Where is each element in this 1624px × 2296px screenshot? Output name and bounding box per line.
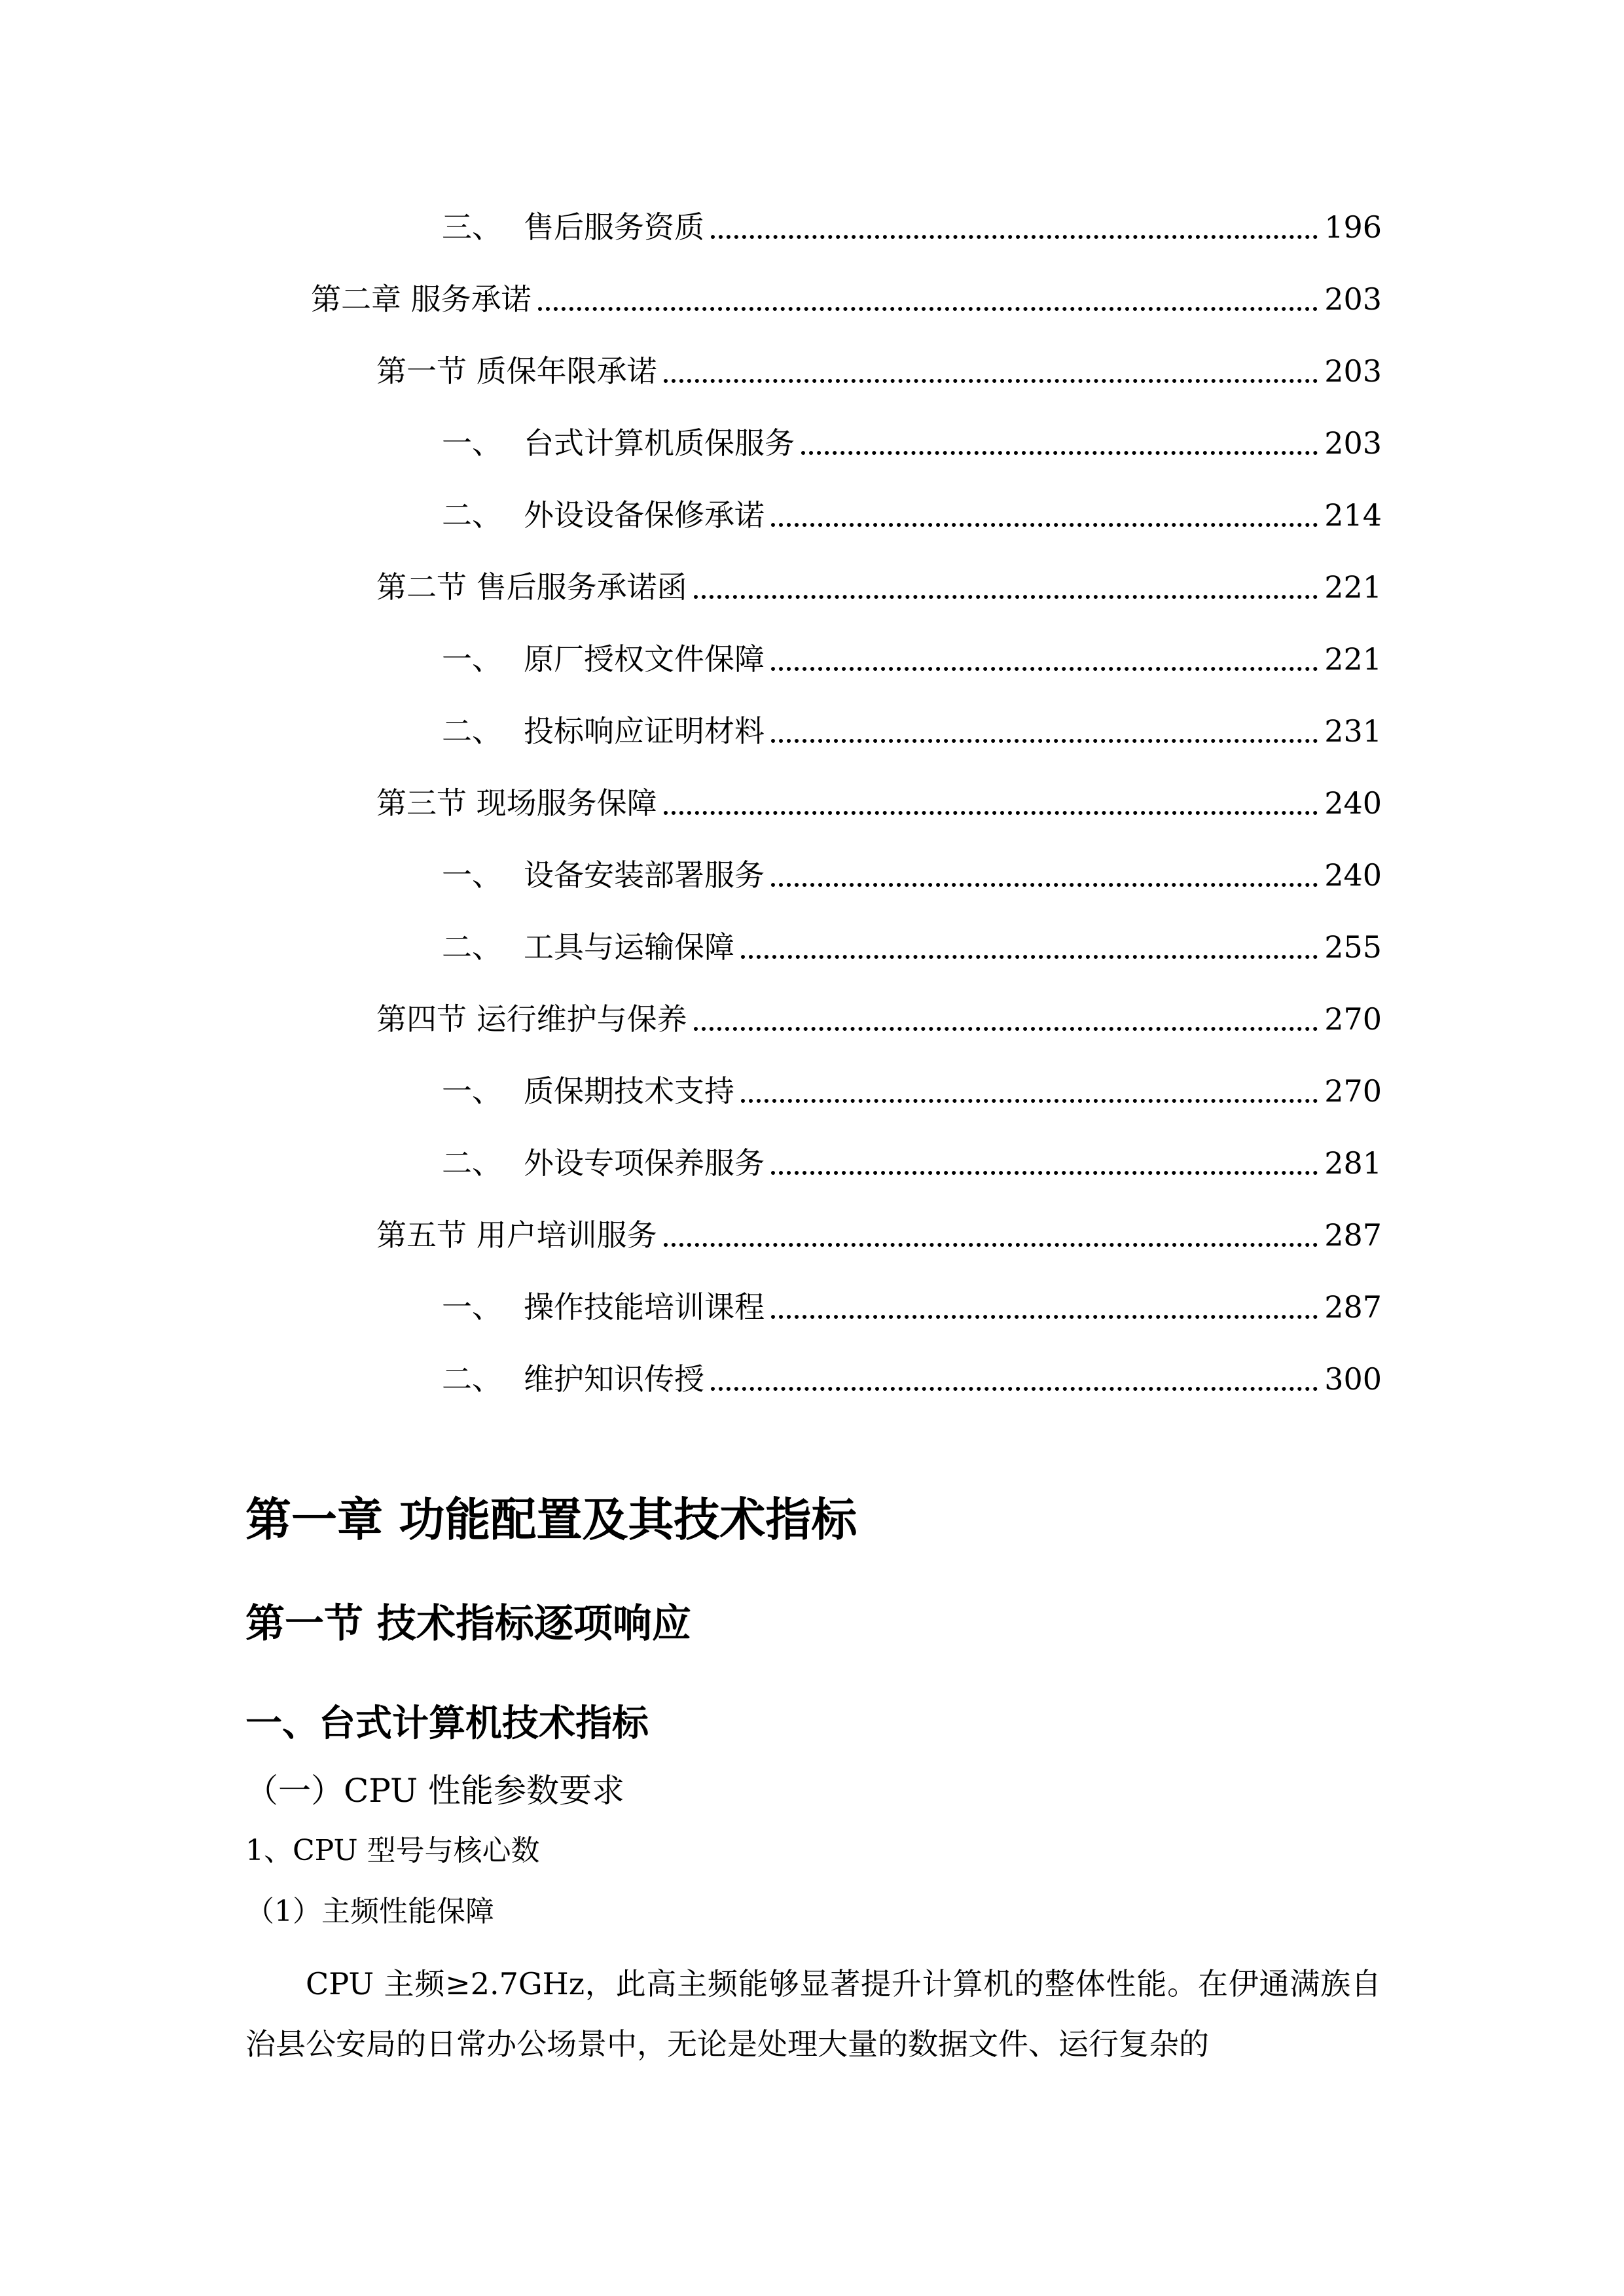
toc-entry-label: 一、 操作技能培训课程 <box>442 1289 765 1325</box>
toc-page-number: 221 <box>1324 569 1382 605</box>
toc-dot-leader <box>664 379 1318 383</box>
subsection-heading: 一、台式计算机技术指标 <box>245 1702 649 1745</box>
toc-entry-label: 二、 维护知识传授 <box>442 1361 704 1397</box>
toc-entry-label: 第四节 运行维护与保养 <box>376 1001 687 1037</box>
toc-dot-leader <box>771 1315 1318 1319</box>
toc-dot-leader <box>694 1027 1318 1031</box>
toc-entry-label: 三、 售后服务资质 <box>442 209 704 245</box>
toc-page-number: 203 <box>1324 353 1382 389</box>
toc-entry-label: 二、 外设设备保修承诺 <box>442 497 765 533</box>
toc-dot-leader <box>771 883 1318 887</box>
toc-dot-leader <box>711 235 1318 239</box>
item-heading: 1、CPU 型号与核心数 <box>245 1834 540 1867</box>
toc-dot-leader <box>771 1171 1318 1175</box>
toc-entry[interactable] <box>442 913 1382 965</box>
toc-page-number: 203 <box>1324 281 1382 317</box>
toc-entry[interactable] <box>442 481 1382 533</box>
toc-entry-label: 二、 工具与运输保障 <box>442 929 734 965</box>
toc-dot-leader <box>741 1099 1318 1103</box>
toc-dot-leader <box>801 451 1318 455</box>
toc-dot-leader <box>538 307 1318 311</box>
toc-entry-label: 一、 质保期技术支持 <box>442 1073 734 1109</box>
toc-entry[interactable] <box>376 553 1382 605</box>
toc-page-number: 240 <box>1324 857 1382 893</box>
toc-entry[interactable] <box>442 409 1382 461</box>
toc-entry[interactable] <box>376 985 1382 1037</box>
toc-page-number: 221 <box>1324 641 1382 677</box>
sub-subsection-heading: （一）CPU 性能参数要求 <box>245 1772 625 1810</box>
toc-dot-leader <box>664 811 1318 815</box>
toc-dot-leader <box>664 1243 1318 1247</box>
toc-page-number: 196 <box>1324 209 1382 245</box>
section-heading: 第一节 技术指标逐项响应 <box>245 1601 691 1647</box>
toc-entry[interactable] <box>376 337 1382 389</box>
toc-page-number: 300 <box>1324 1361 1382 1397</box>
chapter-heading: 第一章 功能配置及其技术指标 <box>245 1493 857 1547</box>
toc-entry[interactable] <box>311 265 1382 317</box>
toc-entry-label: 一、 设备安装部署服务 <box>442 857 765 893</box>
toc-page-number: 214 <box>1324 497 1382 533</box>
toc-entry[interactable] <box>442 697 1382 749</box>
toc-dot-leader <box>694 595 1318 599</box>
toc-entry-label: 二、 投标响应证明材料 <box>442 713 765 749</box>
toc-entry[interactable] <box>442 1273 1382 1325</box>
toc-entry-label: 二、 外设专项保养服务 <box>442 1145 765 1181</box>
toc-entry[interactable] <box>442 1057 1382 1109</box>
toc-page-number: 270 <box>1324 1073 1382 1109</box>
toc-dot-leader <box>711 1387 1318 1391</box>
toc-dot-leader <box>771 523 1318 527</box>
toc-entry-label: 第五节 用户培训服务 <box>376 1217 657 1253</box>
toc-page-number: 231 <box>1324 713 1382 749</box>
toc-page-number: 240 <box>1324 785 1382 821</box>
toc-page-number: 203 <box>1324 425 1382 461</box>
toc-entry-label: 第二节 售后服务承诺函 <box>376 569 687 605</box>
toc-entry[interactable] <box>442 1129 1382 1181</box>
toc-entry[interactable] <box>376 1201 1382 1253</box>
toc-page-number: 255 <box>1324 929 1382 965</box>
toc-page-number: 281 <box>1324 1145 1382 1181</box>
toc-page-number: 287 <box>1324 1289 1382 1325</box>
toc-dot-leader <box>771 667 1318 671</box>
toc-page-number: 287 <box>1324 1217 1382 1253</box>
body-paragraph: CPU 主频≥2.7GHz，此高主频能够显著提升计算机的整体性能。在伊通满族自治县公安局的日常办公场景中，无论是处理大量的数据文件、运行复杂的 <box>245 1966 1381 2062</box>
toc-page-number: 270 <box>1324 1001 1382 1037</box>
toc-entry[interactable] <box>442 193 1382 245</box>
toc-entry[interactable] <box>442 841 1382 893</box>
toc-entry-label: 第二章 服务承诺 <box>311 281 532 317</box>
toc-dot-leader <box>771 739 1318 743</box>
toc-entry-label: 一、 原厂授权文件保障 <box>442 641 765 677</box>
toc-dot-leader <box>741 955 1318 959</box>
toc-entry-label: 第三节 现场服务保障 <box>376 785 657 821</box>
toc-entry-label: 第一节 质保年限承诺 <box>376 353 657 389</box>
toc-entry-label: 一、 台式计算机质保服务 <box>442 425 795 461</box>
toc-entry[interactable] <box>376 769 1382 821</box>
sub-item-heading: （1）主频性能保障 <box>245 1895 494 1928</box>
toc-entry[interactable] <box>442 1345 1382 1397</box>
toc-entry[interactable] <box>442 625 1382 677</box>
